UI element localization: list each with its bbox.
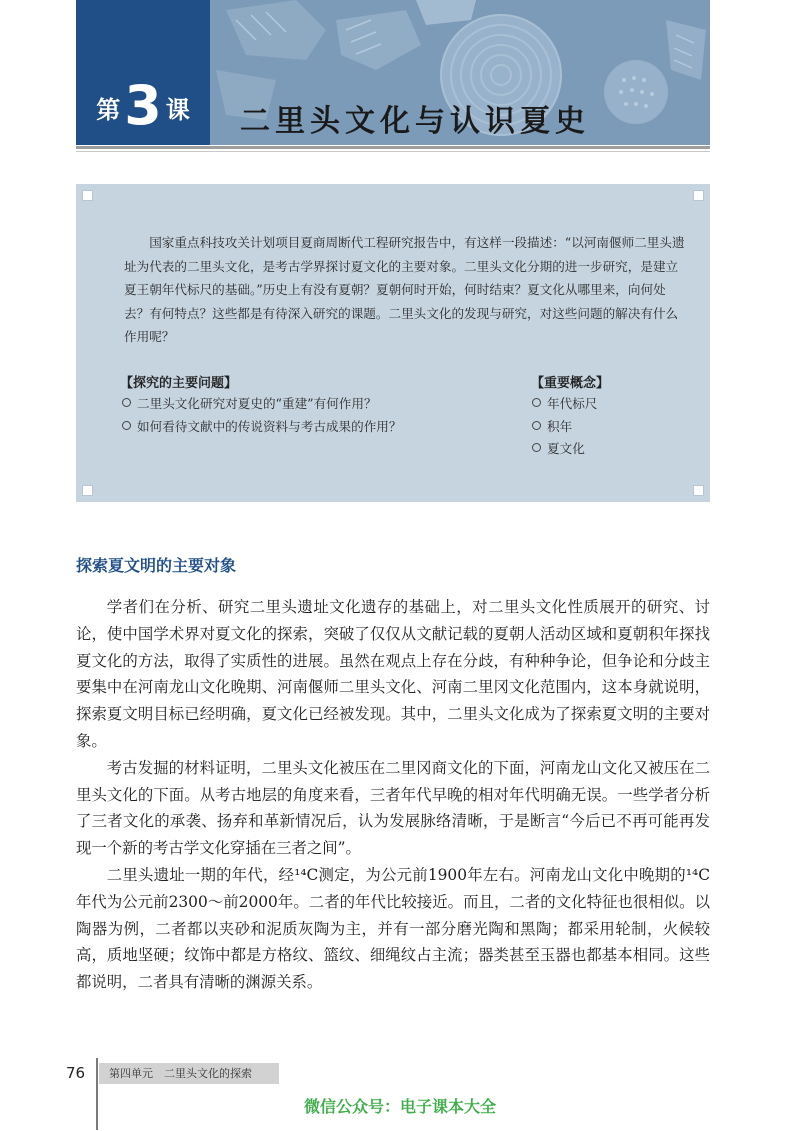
list-item: 年代标尺 xyxy=(532,393,597,416)
circle-bullet-icon xyxy=(122,421,131,430)
header-rule xyxy=(76,146,710,149)
questions-list xyxy=(122,393,401,438)
section-body xyxy=(76,594,710,996)
circle-bullet-icon xyxy=(532,421,541,430)
circle-bullet-icon xyxy=(122,398,131,407)
list-item: 如何看待文献中的传说资料与考古成果的作用？ xyxy=(122,416,401,439)
lesson-label xyxy=(76,74,210,137)
lesson-number: 3 xyxy=(124,74,162,137)
body-paragraph: 考古发掘的材料证明，二里头文化被压在二里冈商文化的下面，河南龙山文化又被压在二里头文化的下面。从考古地层的角度来看，三者年代早晚的相对年代明确无误。一些学者分析了三者文化的承袭、扬弃和革新情况后，认为发展脉络清晰，于是断言“今后已不再可能再发现一个新的考古学文化穿插在三者之间”。 xyxy=(76,758,710,858)
concepts-list xyxy=(532,393,597,461)
section-title: 探索夏文明的主要对象 xyxy=(76,556,237,575)
list-item: 积年 xyxy=(532,416,597,439)
header-rule-thin xyxy=(76,151,710,152)
circle-bullet-icon xyxy=(532,398,541,407)
lesson-prefix: 第 xyxy=(96,96,121,124)
list-item: 二里头文化研究对夏史的“重建”有何作用？ xyxy=(122,393,401,416)
corner-square xyxy=(82,485,93,496)
body-paragraph: 学者们在分析、研究二里头遗址文化遗存的基础上，对二里头文化性质展开的研究、讨论，使中国学术界对夏文化的探索，突破了仅仅从文献记载的夏朝人活动区域和夏朝积年探找夏文化的方法，取得了实质性的进展。虽然在观点上存在分歧，有种种争论，但争论和分歧主要集中在河南龙山文化晚期、河南偃师二里头文化、河南二里冈文化范围内，这本身就说明，探索夏文明目标已经明确，夏文化已经被发现。其中，二里头文化成为了探索夏文明的主要对象。 xyxy=(76,598,710,750)
watermark-text: 微信公众号：电子课本大全 xyxy=(303,1097,496,1116)
body-paragraph: 二里头遗址一期的年代，经¹⁴C测定，为公元前1900年左右。河南龙山文化中晚期的¹⁴C年代为公元前2300～前2000年。二者的年代比较接近。而且，二者的文化特征也很相似。以陶器为例，二者都以夹砂和泥质灰陶为主，并有一部分磨光陶和黑陶；都采用轮制，火候较高，质地坚硬；纹饰中都是方格纹、篮纹、细绳纹占主流；器类甚至玉器也都基本相同。这些都说明，二者具有清晰的渊源关系。 xyxy=(76,865,710,992)
list-item: 夏文化 xyxy=(532,438,597,461)
corner-square xyxy=(82,190,93,201)
intro-box xyxy=(76,184,710,502)
lesson-suffix: 课 xyxy=(165,96,190,124)
concepts-heading: 【重要概念】 xyxy=(531,376,610,391)
intro-paragraph: 国家重点科技攻关计划项目夏商周断代工程研究报告中，有这样一段描述：“以河南偃师二里头遗址为代表的二里头文化，是考古学界探讨夏文化的主要对象。二里头文化分期的进一步研究，是建立夏王朝年代标尺的基础。”历史上有没有夏朝？夏朝何时开始，何时结束？夏文化从哪里来，向何处去？有何特点？这些都是有待深入研究的课题。二里头文化的发现与研究，对这些问题的解决有什么作用呢？ xyxy=(124,235,685,344)
corner-square xyxy=(693,485,704,496)
unit-label: 第四单元 二里头文化的探索 xyxy=(99,1063,279,1084)
corner-square xyxy=(693,190,704,201)
lesson-number-box xyxy=(76,0,210,145)
circle-bullet-icon xyxy=(532,443,541,452)
questions-heading: 【探究的主要问题】 xyxy=(120,376,238,391)
page-number: 76 xyxy=(66,1064,86,1082)
lesson-title: 二里头文化与认识夏史 xyxy=(240,104,590,139)
